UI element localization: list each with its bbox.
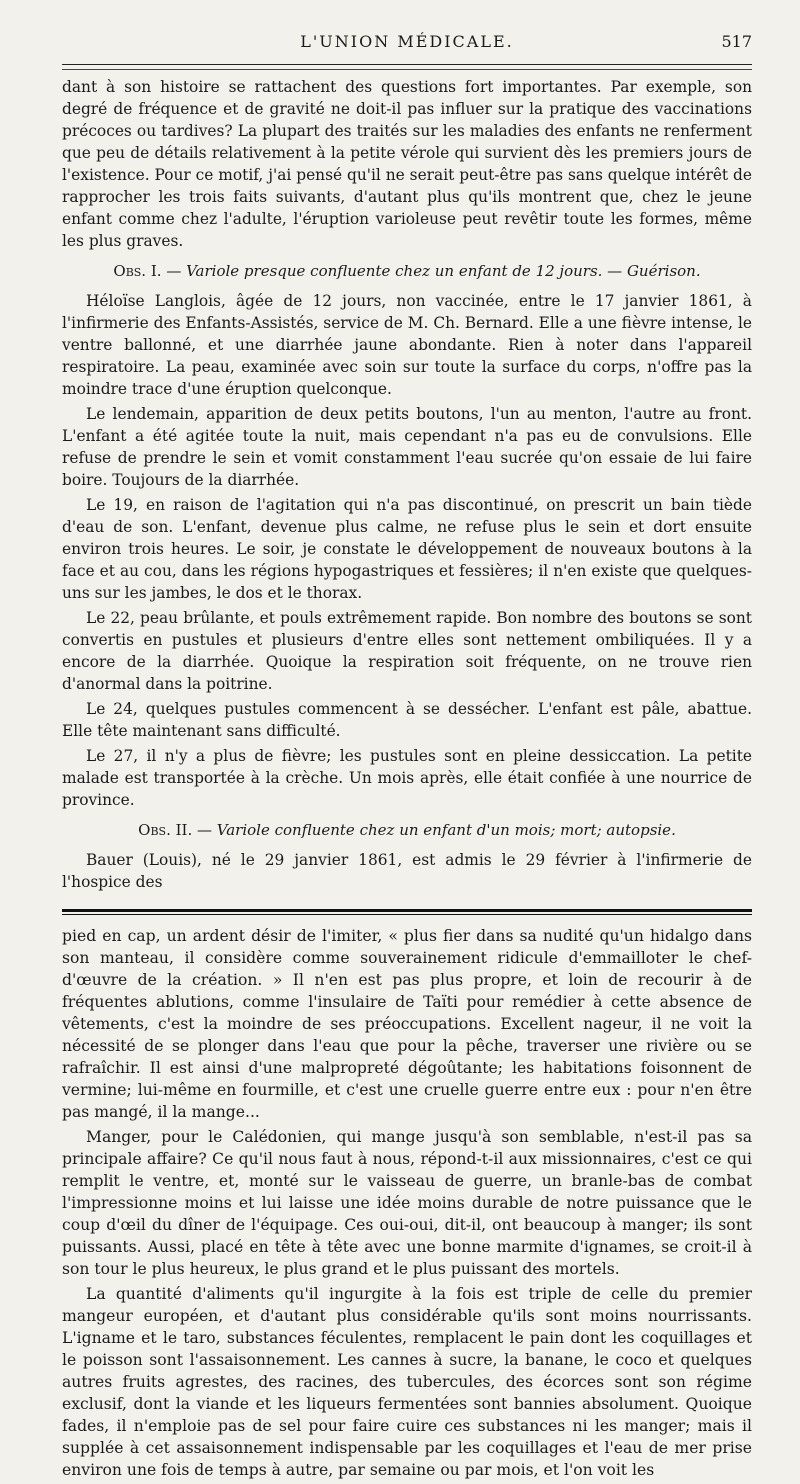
header-rule (62, 64, 752, 65)
obs1-paragraph: Le 22, peau brûlante, et pouls extrêmement rapide. Bon nombre des boutons se sont convertis en pustules et plusieurs d'entre elles sont nettement ombiliquées. Il y a encore de la diarrhée. Quoique la respiration soit fréquente, on ne trouve rien d'anormal dans la poitrine. (62, 609, 752, 693)
feuilleton-section (62, 925, 752, 1481)
intro-paragraph: dant à son histoire se rattachent des questions fort importantes. Par exemple, son degré de fréquence et de gravité ne doit-il pas influer sur la pratique des vaccinations précoces ou tardives? La plupart des traités sur les maladies des enfants ne renferment que peu de détails relativement à la petite vérole qui survient dès les premiers jours de l'existence. Pour ce motif, j'ai pensé qu'il ne serait peut-être pas sans quelque intérêt de rapprocher les trois faits suivants, d'autant plus qu'ils montrent que, chez le jeune enfant comme chez l'adulte, l'éruption varioleuse peut revêtir toute les formes, même les plus graves. (62, 78, 752, 250)
feuilleton-paragraph: La quantité d'aliments qu'il ingurgite à la fois est triple de celle du premier mangeur européen, et d'autant plus considérable qu'ils sont moins nourrissants. L'igname et le taro, substances féculentes, remplacent le pain dont les coquillages et le poisson sont l'assaisonnement. Les cannes à sucre, la banane, le coco et quelques autres fruits agrestes, des racines, des tubercules, des écorces sont son régime exclusif, dont la viande et les liqueurs fermentées sont bannies absolument. Quoique fades, il n'emploie pas de sel pour faire cuire ces substances ni les manger; mais il supplée à cet assaisonnement indispensable par les coquillages et l'eau de mer prise environ une fois de temps à autre, par semaine ou par mois, et l'on voit les (62, 1285, 752, 1479)
obs2-title: — Variole confluente chez un enfant d'un mois; mort; autopsie. (192, 821, 676, 839)
journal-page (62, 32, 752, 1484)
obs2-label: Obs. II. (138, 821, 193, 839)
journal-title: L'UNION MÉDICALE. (300, 32, 514, 51)
obs2-paragraph: Bauer (Louis), né le 29 janvier 1861, est admis le 29 février à l'infirmerie de l'hospice des (62, 851, 752, 891)
page-number: 517 (721, 32, 752, 51)
feuilleton-separator (62, 909, 752, 912)
obs1-paragraph: Le lendemain, apparition de deux petits boutons, l'un au menton, l'autre au front. L'enfant a été agitée toute la nuit, mais cependant n'a pas eu de convulsions. Elle refuse de prendre le sein et vomit constamment l'eau sucrée qu'on essaie de lui faire boire. Toujours de la diarrhée. (62, 405, 752, 489)
running-header (62, 32, 752, 58)
obs1-paragraph: Héloïse Langlois, âgée de 12 jours, non vaccinée, entre le 17 janvier 1861, à l'infirmerie des Enfants-Assistés, service de M. Ch. Bernard. Elle a une fièvre intense, le ventre ballonné, et une diarrhée jaune abondante. Rien à noter dans l'appareil respiratoire. La peau, examinée avec soin sur toute la surface du corps, n'offre pas la moindre trace d'une éruption quelconque. (62, 292, 752, 398)
obs1-label: Obs. I. (113, 262, 162, 280)
feuilleton-paragraph: Manger, pour le Calédonien, qui mange jusqu'à son semblable, n'est-il pas sa principale affaire? Ce qu'il nous faut à nous, répond-t-il aux missionnaires, c'est ce qui remplit le ventre, et, monté sur le vaisseau de guerre, un branle-bas de combat l'impressionne moins et lui laisse une idée moins durable de notre puissance que le coup d'œil du dîner de l'équipage. Ces oui-oui, dit-il, ont beaucoup à manger; ils sont puissants. Aussi, placé en tête à tête avec une bonne marmite d'ignames, se croit-il à son tour le plus heureux, le plus grand et le plus puissant des mortels. (62, 1128, 752, 1278)
obs1-heading (62, 260, 752, 282)
feuilleton-paragraph: pied en cap, un ardent désir de l'imiter, « plus fier dans sa nudité qu'un hidalgo dans son manteau, il considère comme souverainement ridicule d'emmailloter le chef-d'œuvre de la création. » Il n'en est pas plus propre, et loin de recourir à de fréquentes ablutions, comme l'insulaire de Taïti pour remédier à cette absence de vêtements, c'est la moindre de ses préoccupations. Excellent nageur, il ne voit la nécessité de se plonger dans l'eau que pour la pêche, traverser une rivière ou se rafraîchir. Il est ainsi d'une malpropreté dégoûtante; les habitations foisonnent de vermine; lui-même en fourmille, et c'est une cruelle guerre entre eux : pour n'en être pas mangé, il la mange... (62, 927, 752, 1121)
obs1-paragraph: Le 24, quelques pustules commencent à se dessécher. L'enfant est pâle, abattue. Elle tête maintenant sans difficulté. (62, 700, 752, 740)
obs2-heading (62, 819, 752, 841)
obs1-title: — Variole presque confluente chez un enfant de 12 jours. — Guérison. (161, 262, 701, 280)
header-rule-thin (62, 69, 752, 70)
feuilleton-separator-thin (62, 914, 752, 915)
obs1-paragraph: Le 27, il n'y a plus de fièvre; les pustules sont en pleine dessiccation. La petite malade est transportée à la crèche. Un mois après, elle était confiée à une nourrice de province. (62, 747, 752, 809)
obs1-paragraph: Le 19, en raison de l'agitation qui n'a pas discontinué, on prescrit un bain tiède d'eau de son. L'enfant, devenue plus calme, ne refuse plus le sein et dort ensuite environ trois heures. Le soir, je constate le développement de nouveaux boutons à la face et au cou, dans les régions hypogastriques et fessières; il n'en existe que quelques-uns sur les jambes, le dos et le thorax. (62, 496, 752, 602)
